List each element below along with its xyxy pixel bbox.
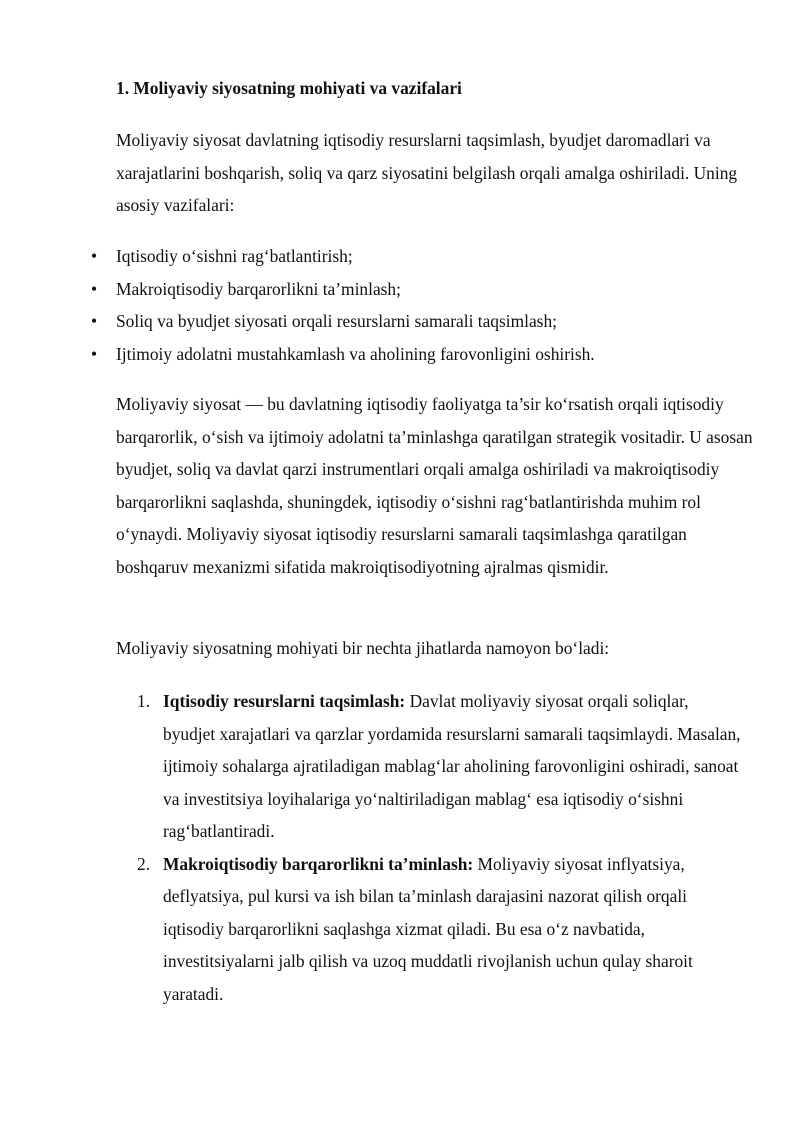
item-title: Iqtisodiy resurslarni taqsimlash: xyxy=(163,691,406,711)
bullet-item xyxy=(0,305,760,338)
bullet-text: Makroiqtisodiy barqarorlikni ta’minlash; xyxy=(116,278,401,299)
bullet-marker: • xyxy=(90,311,98,331)
bullet-marker: • xyxy=(90,343,98,364)
tasks-bullet-list xyxy=(0,240,760,370)
definition-paragraph: Moliyaviy siyosat — bu davlatning iqtisodiy faoliyatga ta’sir ko‘rsatish orqali iqtisodiy barqarorlik, o‘sish va ijtimoiy adolatni ta’minlashga qaratilgan strategik vositadir. U asosan byudjet, soliq va davlat qarzi instrumentlari orqali amalga oshiriladi va makroiqtisodiy barqarorlikni saqlashda, shuningdek, iqtisodiy o‘sishni rag‘batlantirishda muhim rol o‘ynaydi. Moliyaviy siyosat iqtisodiy resurslarni samarali taqsimlashga qaratilgan boshqaruv mexanizmi sifatida makroiqtisodiyotning ajralmas qismidir. xyxy=(116,394,753,577)
item-number: 2. xyxy=(137,853,151,874)
bullet-item xyxy=(0,273,760,306)
item-number: 1. xyxy=(137,691,151,711)
numbered-item xyxy=(0,848,743,1011)
aspects-intro-paragraph: Moliyaviy siyosatning mohiyati bir nechta jihatlarda namoyon bo‘ladi: xyxy=(116,638,610,658)
numbered-item xyxy=(0,685,743,848)
section-heading: 1. Moliyaviy siyosatning mohiyati va vazifalari xyxy=(116,78,462,98)
bullet-text: Ijtimoiy adolatni mustahkamlash va aholining farovonligini oshirish. xyxy=(116,343,595,364)
bullet-marker: • xyxy=(90,246,98,266)
bullet-item xyxy=(0,240,760,273)
intro-paragraph: Moliyaviy siyosat davlatning iqtisodiy resurslarni taqsimlash, byudjet daromadlari va xarajatlarini boshqarish, soliq va qarz siyosatini belgilash orqali amalga oshiriladi. Uning asosiy vazifalari: xyxy=(116,130,738,215)
bullet-item xyxy=(0,338,760,371)
item-text: Moliyaviy siyosat inflyatsiya, deflyatsiya, pul kursi va ish bilan ta’minlash darajasini nazorat qilish orqali iqtisodiy barqarorlikni saqlashga xizmat qiladi. Bu esa o‘z navbatida, investitsiyalarni jalb qilish va uzoq muddatli rivojlanish uchun qulay sharoit yaratadi. xyxy=(163,853,693,1004)
bullet-text: Soliq va byudjet siyosati orqali resurslarni samarali taqsimlash; xyxy=(116,311,557,331)
bullet-text: Iqtisodiy o‘sishni rag‘batlantirish; xyxy=(116,246,353,266)
item-text: Davlat moliyaviy siyosat orqali soliqlar, byudjet xarajatlari va qarzlar yordamida resurslarni samarali taqsimlaydi. Masalan, ijtimoiy sohalarga ajratiladigan mablag‘lar aholining farovonligini oshiradi, sanoat va investitsiya loyihalariga yo‘naltiriladigan mablag‘ esa iqtisodiy o‘sishni rag‘batlantiradi. xyxy=(163,691,741,841)
item-title: Makroiqtisodiy barqarorlikni ta’minlash: xyxy=(163,853,474,874)
aspects-numbered-list xyxy=(0,685,760,1010)
bullet-marker: • xyxy=(90,278,98,299)
